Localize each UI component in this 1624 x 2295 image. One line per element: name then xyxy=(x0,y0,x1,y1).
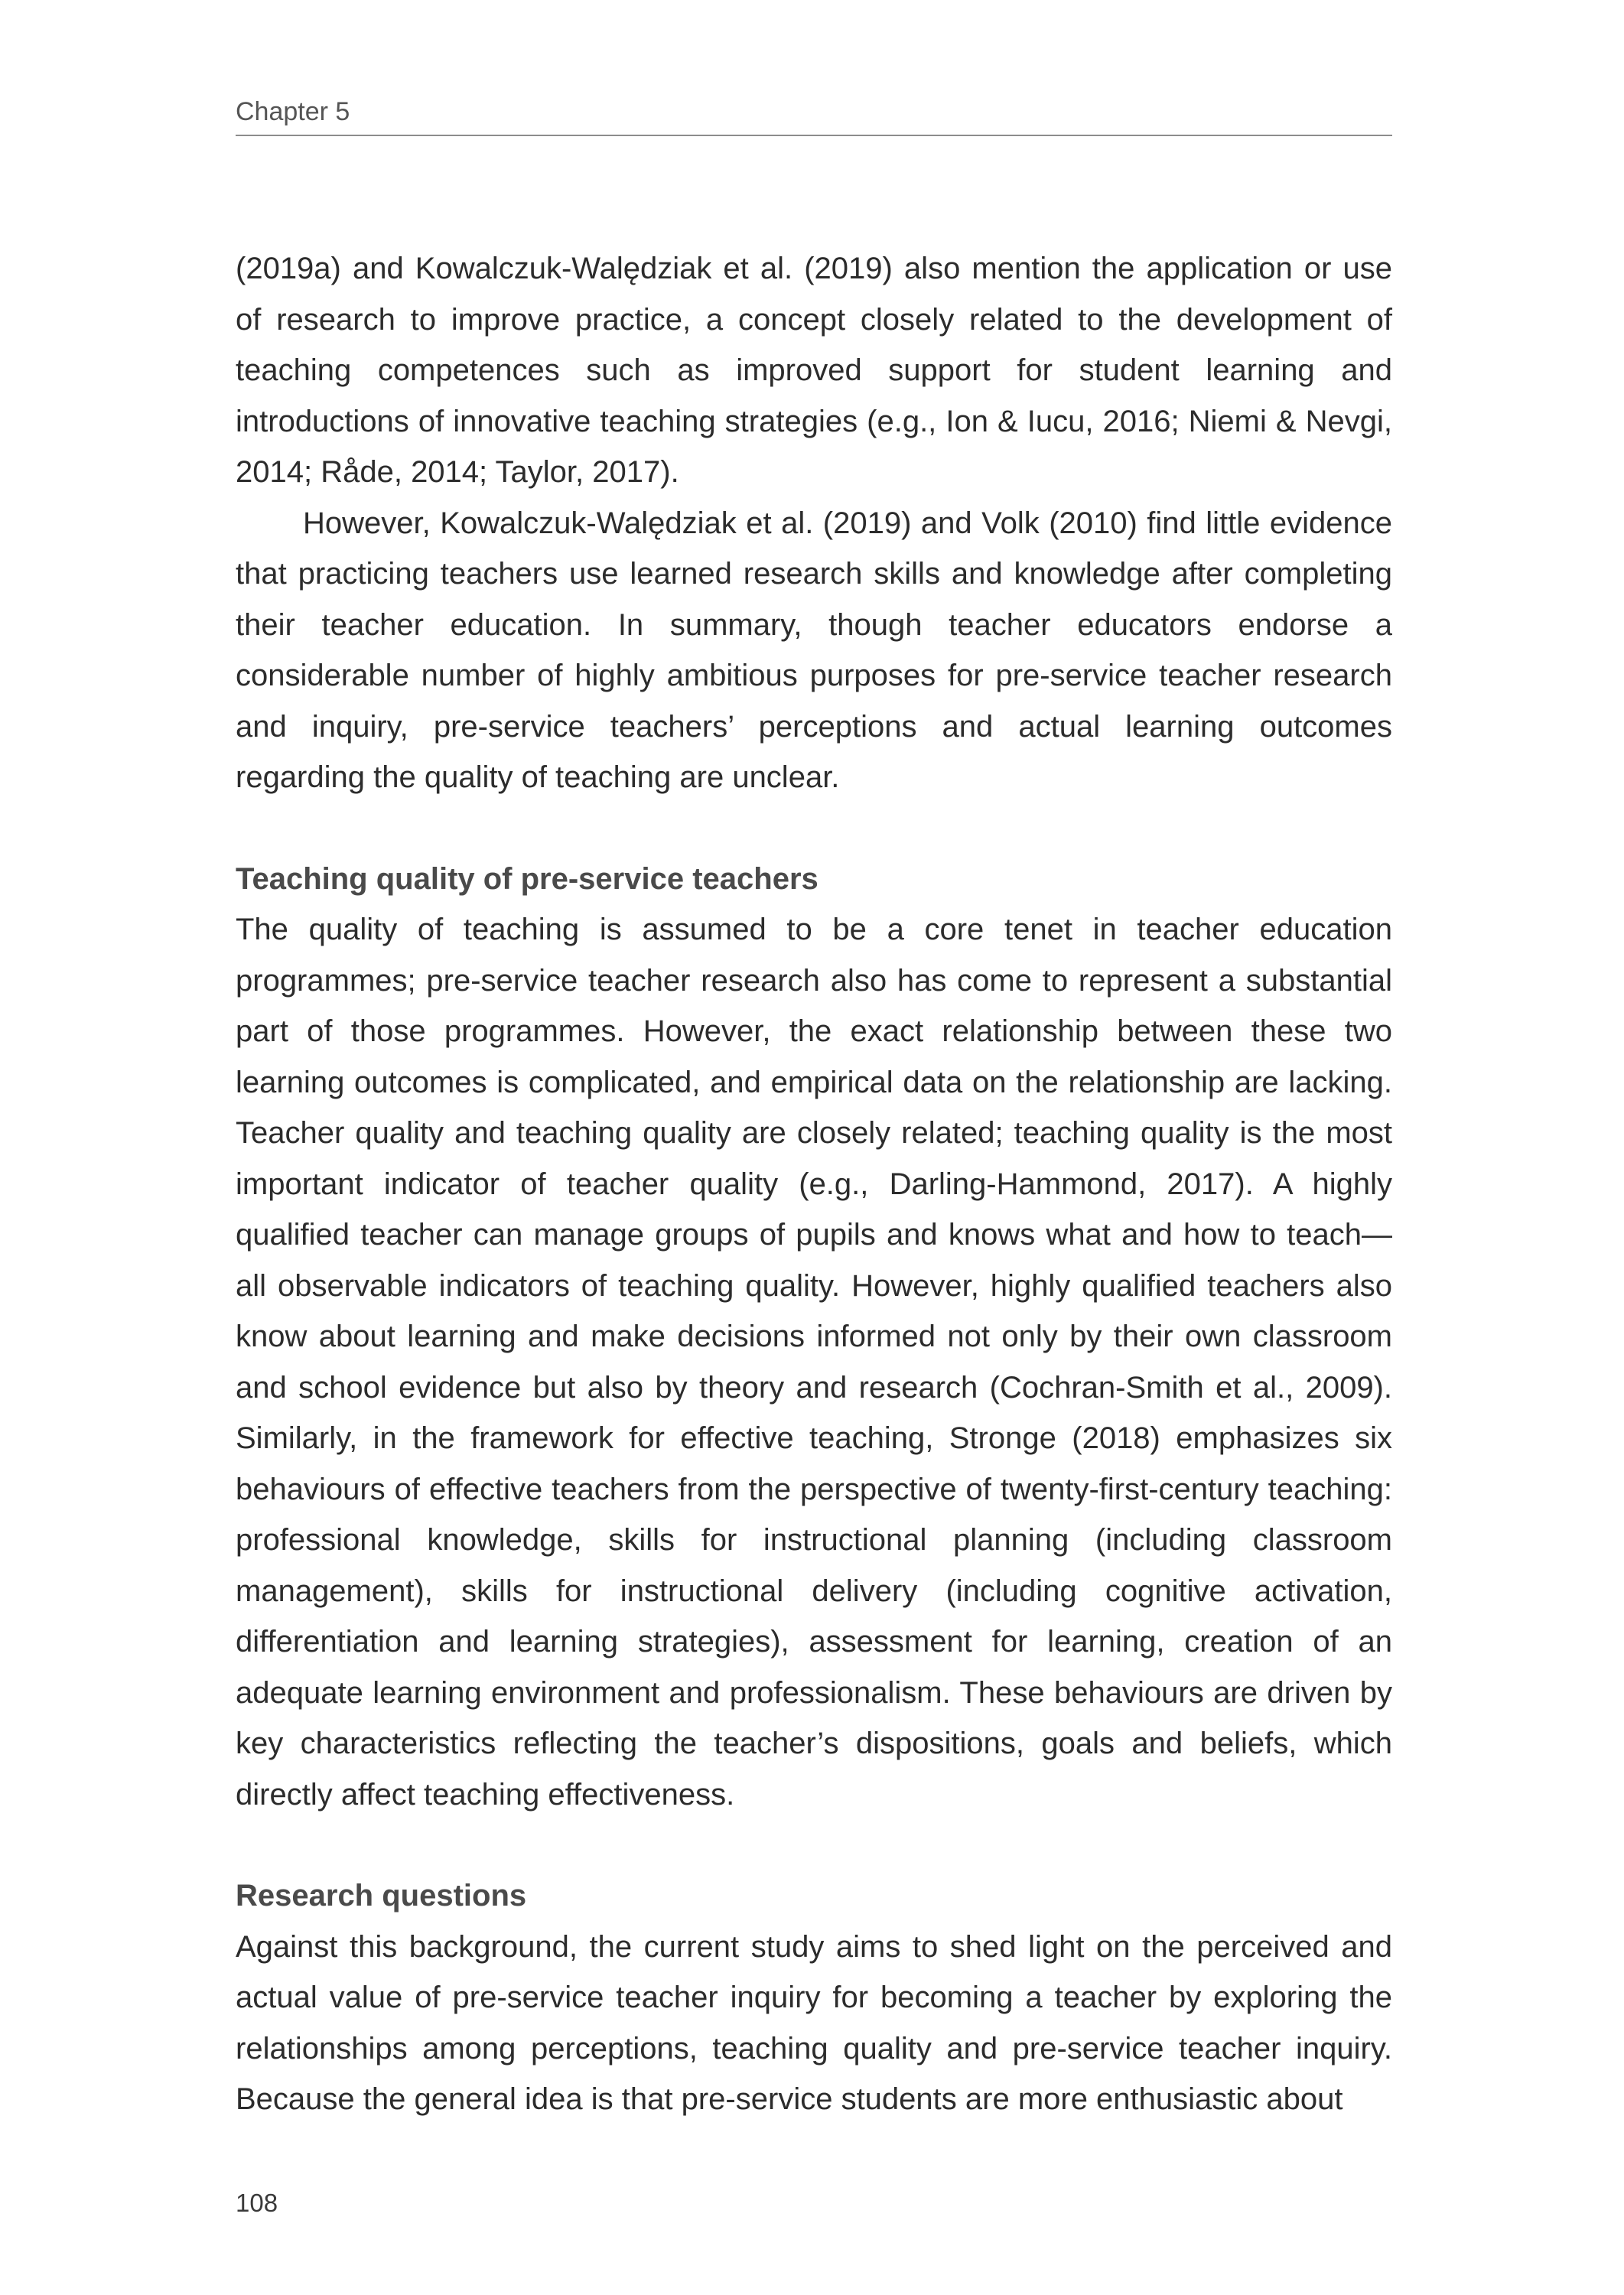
paragraph-4: Against this background, the current study aims to shed light on the perceived and actual value of pre-service teacher inquiry for becoming a teacher by exploring the relationships among perceptions, teaching quality and pre-service teacher inquiry. Because the general idea is that pre-service students are more enthusiastic about xyxy=(236,1929,1392,2116)
page-number: 108 xyxy=(236,2189,278,2217)
paragraph-2: However, Kowalczuk-Walędziak et al. (2019) and Volk (2010) find little evidence that practicing teachers use learned research skills and knowledge after completing their teacher education. In summary, though teacher educators endorse a considerable number of highly ambitious purposes for pre-service teacher research and inquiry, pre-service teachers’ perceptions and actual learning outcomes regarding the quality of teaching are unclear. xyxy=(236,506,1392,794)
running-head xyxy=(236,96,1392,136)
paragraph-1: (2019a) and Kowalczuk-Walędziak et al. (2019) also mention the application or use of research to improve practice, a concept closely related to the development of teaching competences such as improved support for student learning and introductions of innovative teaching strategies (e.g., Ion & Iucu, 2016; Niemi & Nevgi, 2014; Råde, 2014; Taylor, 2017). xyxy=(236,252,1392,489)
paragraph-3: The quality of teaching is assumed to be a core tenet in teacher education programmes; pre-service teacher research also has come to represent a substantial part of those programmes. However, the exact relationship between these two learning outcomes is complicated, and empirical data on the relationship are lacking. Teacher quality and teaching quality are closely related; teaching quality is the most important indicator of teacher quality (e.g., Darling-Hammond, 2017). A highly qualified teacher can manage groups of pupils and knows what and how to teach—all observable indicators of teaching quality. However, highly qualified teachers also know about learning and make decisions informed not only by their own classroom and school evidence but also by theory and research (Cochran-Smith et al., 2009). Similarly, in the framework for effective teaching, Stronge (2018) emphasizes six behaviours of effective teachers from the perspective of twenty-first-century teaching: professional knowledge, skills for instructional planning (including classroom management), skills for instructional delivery (including cognitive activation, differentiation and learning strategies), assessment for learning, creation of an adequate learning environment and professionalism. These behaviours are driven by key characteristics reflecting the teacher’s dispositions, goals and beliefs, which directly affect teaching effectiveness. xyxy=(236,913,1392,1812)
running-head-label: Chapter 5 xyxy=(236,97,350,126)
section-heading-teaching-quality: Teaching quality of pre-service teachers xyxy=(236,861,819,896)
page-body xyxy=(236,243,1392,2125)
section-heading-research-questions: Research questions xyxy=(236,1879,527,1912)
